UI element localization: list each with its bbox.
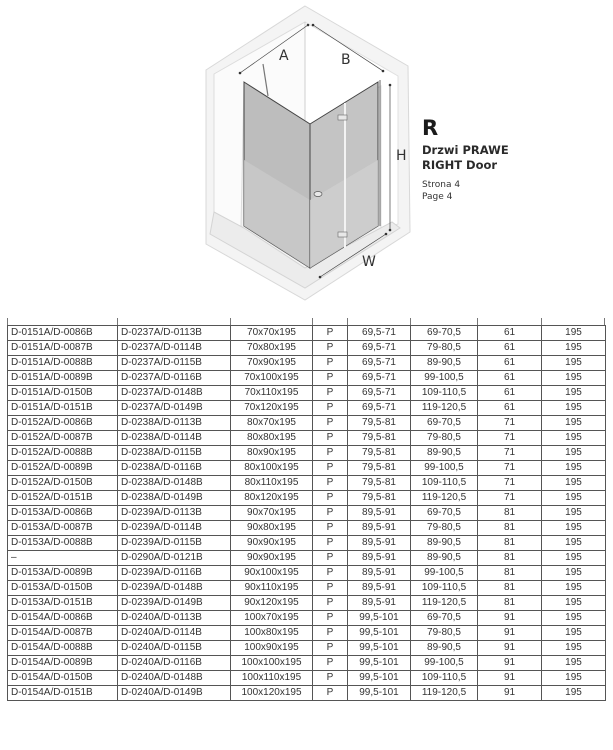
column-tick [477,318,478,325]
cell-door-width: 61 [478,371,542,386]
cell-set-code-a: D-0152A/D-0088B [8,446,118,461]
cell-a-range: 69,5-71 [348,326,411,341]
cell-door-width: 81 [478,566,542,581]
cell-side: P [313,506,348,521]
cell-b-range: 69-70,5 [411,416,478,431]
cell-height: 195 [542,386,606,401]
cell-set-code-a: D-0152A/D-0089B [8,461,118,476]
cell-side: P [313,401,348,416]
cell-side: P [313,476,348,491]
column-tick [604,318,605,325]
cell-a-range: 99,5-101 [348,611,411,626]
table-row [8,326,606,341]
cell-a-range: 79,5-81 [348,461,411,476]
cell-set-code-b: D-0237A/D-0113B [118,326,231,341]
cell-dimensions: 80x90x195 [231,446,313,461]
cell-dimensions: 90x110x195 [231,581,313,596]
cell-dimensions: 80x70x195 [231,416,313,431]
cell-dimensions: 90x90x195 [231,551,313,566]
cell-height: 195 [542,341,606,356]
cell-side: P [313,581,348,596]
cell-b-range: 99-100,5 [411,461,478,476]
cell-a-range: 99,5-101 [348,626,411,641]
cell-set-code-a: D-0152A/D-0086B [8,416,118,431]
cell-set-code-b: D-0237A/D-0149B [118,401,231,416]
cell-height: 195 [542,416,606,431]
cell-a-range: 99,5-101 [348,656,411,671]
cell-set-code-a: D-0151A/D-0150B [8,386,118,401]
cell-dimensions: 100x120x195 [231,686,313,701]
column-tick [410,318,411,325]
cell-set-code-b: D-0239A/D-0149B [118,596,231,611]
cell-dimensions: 90x90x195 [231,536,313,551]
cell-b-range: 89-90,5 [411,641,478,656]
cell-side: P [313,596,348,611]
cell-height: 195 [542,491,606,506]
table-row [8,551,606,566]
cell-height: 195 [542,326,606,341]
table-row [8,566,606,581]
cell-set-code-b: D-0238A/D-0115B [118,446,231,461]
page-label-english: Page 4 [422,192,453,202]
cell-side: P [313,656,348,671]
cell-height: 195 [542,656,606,671]
cell-dimensions: 80x110x195 [231,476,313,491]
cell-dimensions: 100x110x195 [231,671,313,686]
cell-set-code-a: D-0153A/D-0088B [8,536,118,551]
cell-set-code-b: D-0238A/D-0149B [118,491,231,506]
cell-a-range: 69,5-71 [348,341,411,356]
cell-dimensions: 70x120x195 [231,401,313,416]
cell-height: 195 [542,641,606,656]
cell-b-range: 99-100,5 [411,371,478,386]
table-row [8,461,606,476]
cell-door-width: 81 [478,581,542,596]
cell-door-width: 81 [478,506,542,521]
cell-a-range: 79,5-81 [348,476,411,491]
table-row [8,446,606,461]
cell-door-width: 71 [478,446,542,461]
cell-set-code-a: D-0154A/D-0089B [8,656,118,671]
cell-side: P [313,416,348,431]
cell-door-width: 71 [478,431,542,446]
cell-dimensions: 90x120x195 [231,596,313,611]
cell-height: 195 [542,431,606,446]
cell-door-width: 61 [478,401,542,416]
cell-a-range: 79,5-81 [348,446,411,461]
door-label-polish: Drzwi PRAWE [422,143,509,157]
table-row [8,491,606,506]
table-row [8,596,606,611]
cell-height: 195 [542,476,606,491]
cell-side: P [313,491,348,506]
table-row [8,536,606,551]
cell-b-range: 89-90,5 [411,536,478,551]
cell-door-width: 91 [478,671,542,686]
cell-set-code-a: D-0154A/D-0151B [8,686,118,701]
cell-set-code-b: D-0237A/D-0115B [118,356,231,371]
cell-height: 195 [542,521,606,536]
cell-side: P [313,326,348,341]
table-row [8,371,606,386]
column-tick [230,318,231,325]
cell-a-range: 89,5-91 [348,521,411,536]
cell-set-code-a: D-0154A/D-0086B [8,611,118,626]
cell-a-range: 69,5-71 [348,371,411,386]
cell-a-range: 69,5-71 [348,401,411,416]
cell-set-code-b: D-0239A/D-0115B [118,536,231,551]
table-row [8,431,606,446]
cell-a-range: 79,5-81 [348,491,411,506]
cell-set-code-b: D-0240A/D-0114B [118,626,231,641]
cell-height: 195 [542,461,606,476]
cell-set-code-a: D-0153A/D-0086B [8,506,118,521]
cell-b-range: 109-110,5 [411,671,478,686]
dimension-label-h: H [396,148,407,164]
cell-dimensions: 100x100x195 [231,656,313,671]
cell-side: P [313,356,348,371]
page-label-polish: Strona 4 [422,180,461,190]
cell-set-code-a: D-0151A/D-0086B [8,326,118,341]
cell-door-width: 61 [478,341,542,356]
cell-height: 195 [542,536,606,551]
cell-dimensions: 80x100x195 [231,461,313,476]
cell-door-width: 91 [478,626,542,641]
cell-set-code-a: D-0154A/D-0087B [8,626,118,641]
cell-height: 195 [542,611,606,626]
dimension-label-a: A [279,48,289,64]
cell-b-range: 109-110,5 [411,476,478,491]
cell-b-range: 109-110,5 [411,581,478,596]
cell-door-width: 71 [478,476,542,491]
cell-height: 195 [542,686,606,701]
cell-a-range: 99,5-101 [348,641,411,656]
cell-set-code-b: D-0237A/D-0116B [118,371,231,386]
cell-dimensions: 90x80x195 [231,521,313,536]
cell-set-code-a: D-0152A/D-0150B [8,476,118,491]
cell-set-code-a: D-0153A/D-0150B [8,581,118,596]
cell-door-width: 81 [478,596,542,611]
table-row [8,341,606,356]
cell-a-range: 89,5-91 [348,566,411,581]
cell-set-code-a: D-0152A/D-0151B [8,491,118,506]
cell-side: P [313,431,348,446]
cell-b-range: 89-90,5 [411,356,478,371]
cell-side: P [313,686,348,701]
cell-set-code-b: D-0240A/D-0115B [118,641,231,656]
shower-enclosure-diagram [0,0,613,312]
cell-set-code-b: D-0239A/D-0114B [118,521,231,536]
cell-dimensions: 70x100x195 [231,371,313,386]
cell-set-code-b: D-0238A/D-0148B [118,476,231,491]
cell-b-range: 99-100,5 [411,566,478,581]
column-tick [117,318,118,325]
column-tick [541,318,542,325]
door-orientation-legend [422,116,542,203]
cell-set-code-a: D-0153A/D-0151B [8,596,118,611]
cell-a-range: 69,5-71 [348,386,411,401]
cell-side: P [313,626,348,641]
table-row [8,356,606,371]
cell-set-code-b: D-0237A/D-0148B [118,386,231,401]
table-row [8,521,606,536]
cell-height: 195 [542,401,606,416]
cell-b-range: 69-70,5 [411,506,478,521]
cell-dimensions: 70x90x195 [231,356,313,371]
cell-set-code-a: D-0151A/D-0089B [8,371,118,386]
cell-door-width: 91 [478,611,542,626]
cell-set-code-a: D-0153A/D-0089B [8,566,118,581]
cell-door-width: 81 [478,551,542,566]
cell-dimensions: 80x80x195 [231,431,313,446]
cell-height: 195 [542,566,606,581]
cell-door-width: 81 [478,521,542,536]
cell-b-range: 79-80,5 [411,431,478,446]
table-row [8,626,606,641]
dimension-label-w: W [362,254,376,270]
cell-b-range: 79-80,5 [411,626,478,641]
cell-set-code-a: D-0153A/D-0087B [8,521,118,536]
cell-door-width: 91 [478,641,542,656]
cell-dimensions: 100x80x195 [231,626,313,641]
cell-dimensions: 90x100x195 [231,566,313,581]
cell-b-range: 89-90,5 [411,551,478,566]
cell-side: P [313,641,348,656]
cell-dimensions: 100x70x195 [231,611,313,626]
cell-set-code-a: D-0152A/D-0087B [8,431,118,446]
cell-height: 195 [542,506,606,521]
cell-side: P [313,341,348,356]
cell-dimensions: 70x110x195 [231,386,313,401]
cell-door-width: 71 [478,491,542,506]
cell-a-range: 79,5-81 [348,431,411,446]
table-row [8,386,606,401]
table-row [8,506,606,521]
cell-a-range: 89,5-91 [348,596,411,611]
table-row [8,401,606,416]
cell-set-code-a: D-0154A/D-0088B [8,641,118,656]
cell-door-width: 71 [478,416,542,431]
cell-a-range: 99,5-101 [348,686,411,701]
cell-set-code-a: – [8,551,118,566]
cell-set-code-a: D-0151A/D-0087B [8,341,118,356]
cell-b-range: 79-80,5 [411,521,478,536]
cell-side: P [313,566,348,581]
cell-b-range: 119-120,5 [411,401,478,416]
cell-side: P [313,536,348,551]
cell-a-range: 89,5-91 [348,551,411,566]
cell-b-range: 119-120,5 [411,491,478,506]
cell-side: P [313,446,348,461]
cell-dimensions: 70x80x195 [231,341,313,356]
cell-a-range: 69,5-71 [348,356,411,371]
cell-set-code-b: D-0290A/D-0121B [118,551,231,566]
cell-set-code-b: D-0239A/D-0113B [118,506,231,521]
cell-set-code-b: D-0238A/D-0116B [118,461,231,476]
cell-side: P [313,611,348,626]
cell-dimensions: 90x70x195 [231,506,313,521]
table-row [8,656,606,671]
table-row [8,671,606,686]
cell-door-width: 61 [478,326,542,341]
cell-side: P [313,461,348,476]
spec-table-body [8,326,606,701]
cell-height: 195 [542,551,606,566]
column-tick [7,318,8,325]
cell-set-code-b: D-0240A/D-0116B [118,656,231,671]
cell-side: P [313,521,348,536]
cell-b-range: 79-80,5 [411,341,478,356]
cell-dimensions: 80x120x195 [231,491,313,506]
cell-dimensions: 100x90x195 [231,641,313,656]
table-row [8,581,606,596]
cell-set-code-b: D-0238A/D-0113B [118,416,231,431]
cell-b-range: 69-70,5 [411,611,478,626]
table-row [8,641,606,656]
cell-set-code-b: D-0240A/D-0149B [118,686,231,701]
door-label-english: RIGHT Door [422,158,498,172]
cell-height: 195 [542,581,606,596]
cell-door-width: 61 [478,356,542,371]
cell-set-code-a: D-0151A/D-0151B [8,401,118,416]
cell-a-range: 99,5-101 [348,671,411,686]
column-tick [347,318,348,325]
cell-set-code-b: D-0237A/D-0114B [118,341,231,356]
cell-height: 195 [542,626,606,641]
cell-set-code-a: D-0154A/D-0150B [8,671,118,686]
cell-door-width: 91 [478,656,542,671]
cell-height: 195 [542,356,606,371]
cell-a-range: 89,5-91 [348,581,411,596]
cell-b-range: 99-100,5 [411,656,478,671]
cell-set-code-b: D-0238A/D-0114B [118,431,231,446]
cell-a-range: 89,5-91 [348,536,411,551]
table-row [8,416,606,431]
cell-side: P [313,671,348,686]
cell-dimensions: 70x70x195 [231,326,313,341]
cell-height: 195 [542,671,606,686]
cell-height: 195 [542,446,606,461]
cell-b-range: 109-110,5 [411,386,478,401]
cell-set-code-a: D-0151A/D-0088B [8,356,118,371]
orientation-letter: R [422,116,439,140]
cell-side: P [313,551,348,566]
table-row [8,611,606,626]
cell-door-width: 91 [478,686,542,701]
product-spec-table [7,325,606,701]
cell-height: 195 [542,371,606,386]
cell-door-width: 81 [478,536,542,551]
column-tick [312,318,313,325]
cell-set-code-b: D-0240A/D-0148B [118,671,231,686]
cell-side: P [313,371,348,386]
table-row [8,686,606,701]
cell-set-code-b: D-0240A/D-0113B [118,611,231,626]
cell-height: 195 [542,596,606,611]
cell-set-code-b: D-0239A/D-0148B [118,581,231,596]
cell-b-range: 119-120,5 [411,686,478,701]
cell-set-code-b: D-0239A/D-0116B [118,566,231,581]
cell-door-width: 71 [478,461,542,476]
cell-b-range: 69-70,5 [411,326,478,341]
table-row [8,476,606,491]
cell-door-width: 61 [478,386,542,401]
cell-b-range: 89-90,5 [411,446,478,461]
cell-a-range: 79,5-81 [348,416,411,431]
dimension-label-b: B [341,52,351,68]
cell-b-range: 119-120,5 [411,596,478,611]
cell-side: P [313,386,348,401]
cell-a-range: 89,5-91 [348,506,411,521]
